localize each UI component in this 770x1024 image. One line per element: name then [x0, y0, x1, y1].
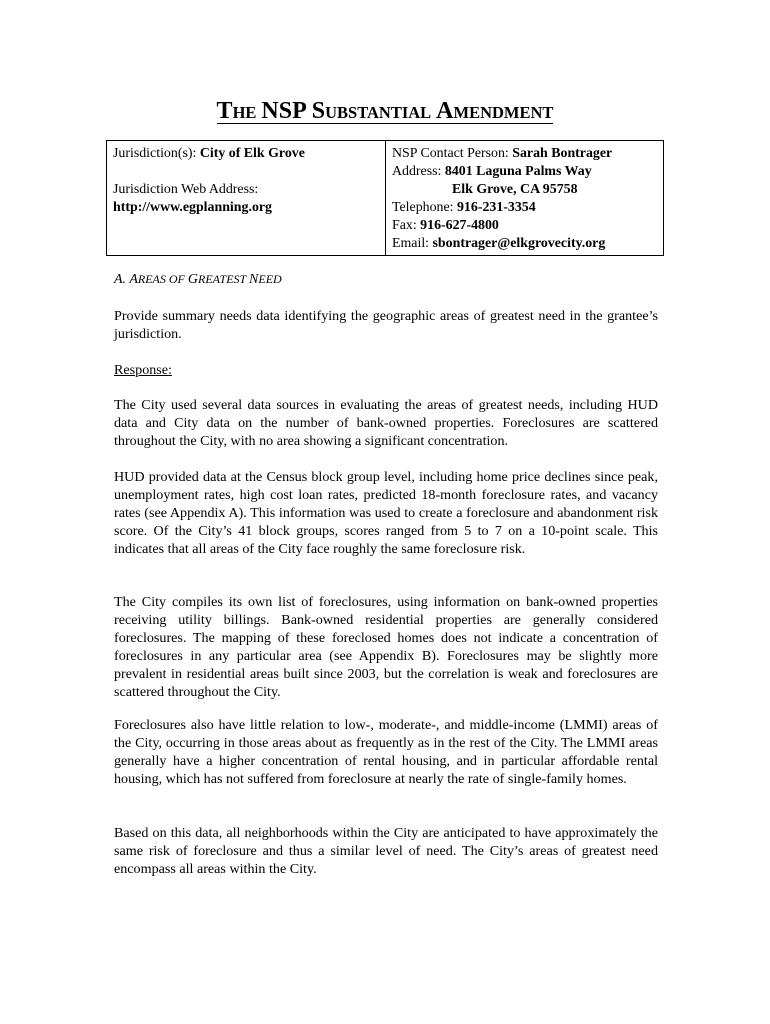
body-paragraph-5: Based on this data, all neighborhoods within the City are anticipated to have approximately the same risk of foreclosure and thus a similar level of need. The City’s areas of greatest need encompass all areas within the City. [114, 825, 658, 877]
jurisdiction-value: City of Elk Grove [199, 146, 305, 161]
contact-person-line: NSP Contact Person: Sarah Bontrager [392, 146, 613, 161]
contact-person-value: Sarah Bontrager [512, 146, 613, 161]
web-address-label: Jurisdiction Web Address: [113, 182, 259, 197]
body-paragraph-1: The City used several data sources in evaluating the areas of greatest needs, including HUD data and City data on the number of bank-owned properties. Foreclosures are scattered throughout the City, with no area showing a significant concentration. [114, 397, 658, 449]
section-a-heading: A. AREAS OF GREATEST NEED [114, 272, 282, 287]
fax-line: Fax: 916-627-4800 [392, 218, 499, 233]
telephone-line: Telephone: 916-231-3354 [392, 200, 536, 215]
jurisdiction-info-table [106, 140, 664, 256]
document-title [0, 98, 770, 126]
fax-value: 916-627-4800 [420, 218, 499, 233]
address-line2: Elk Grove, CA 95758 [452, 182, 578, 197]
email-value: sbontrager@elkgrovecity.org [432, 236, 606, 251]
web-address-value: http://www.egplanning.org [113, 200, 272, 215]
document-title-text: THE NSP SUBSTANTIAL AMENDMENT [216, 98, 554, 124]
address-city-line [392, 181, 656, 199]
address-line: Address: 8401 Laguna Palms Way [392, 164, 592, 179]
jurisdiction-cell [107, 141, 386, 256]
body-paragraph-2: HUD provided data at the Census block group level, including home price declines since peak, unemployment rates, high cost loan rates, predicted 18-month foreclosure rates, and vacancy rates (see Appendix A). This information was used to create a foreclosure and abandonment risk score. Of the City’s 41 block groups, scores ranged from 5 to 7 on a 10-point scale. This indicates that all areas of the City face roughly the same foreclosure risk. [114, 469, 658, 557]
body-paragraph-3: The City compiles its own list of foreclosures, using information on bank-owned properties receiving utility billings. Bank-owned residential properties are generally considered foreclosures. The mapping of these foreclosed homes does not indicate a concentration of foreclosures in any particular area (see Appendix B). Foreclosures may be slightly more prevalent in residential areas built since 2003, but the correlation is weak and foreclosures are scattered throughout the City. [114, 594, 658, 700]
body-paragraph-4: Foreclosures also have little relation to low-, moderate-, and middle-income (LMMI) areas of the City, occurring in those areas about as frequently as in the rest of the City. The LMMI areas generally have a higher concentration of rental housing, and in particular affordable rental housing, which has not suffered from foreclosure at nearly the rate of single-family homes. [114, 717, 658, 787]
address-line1: 8401 Laguna Palms Way [444, 164, 592, 179]
jurisdiction-line: Jurisdiction(s): City of Elk Grove [113, 146, 305, 161]
prompt-paragraph: Provide summary needs data identifying the geographic areas of greatest need in the grantee’s jurisdiction. [114, 308, 658, 342]
response-label: Response: [114, 362, 172, 378]
email-line: Email: sbontrager@elkgrovecity.org [392, 236, 606, 251]
telephone-value: 916-231-3354 [456, 200, 536, 215]
contact-cell [386, 141, 664, 256]
